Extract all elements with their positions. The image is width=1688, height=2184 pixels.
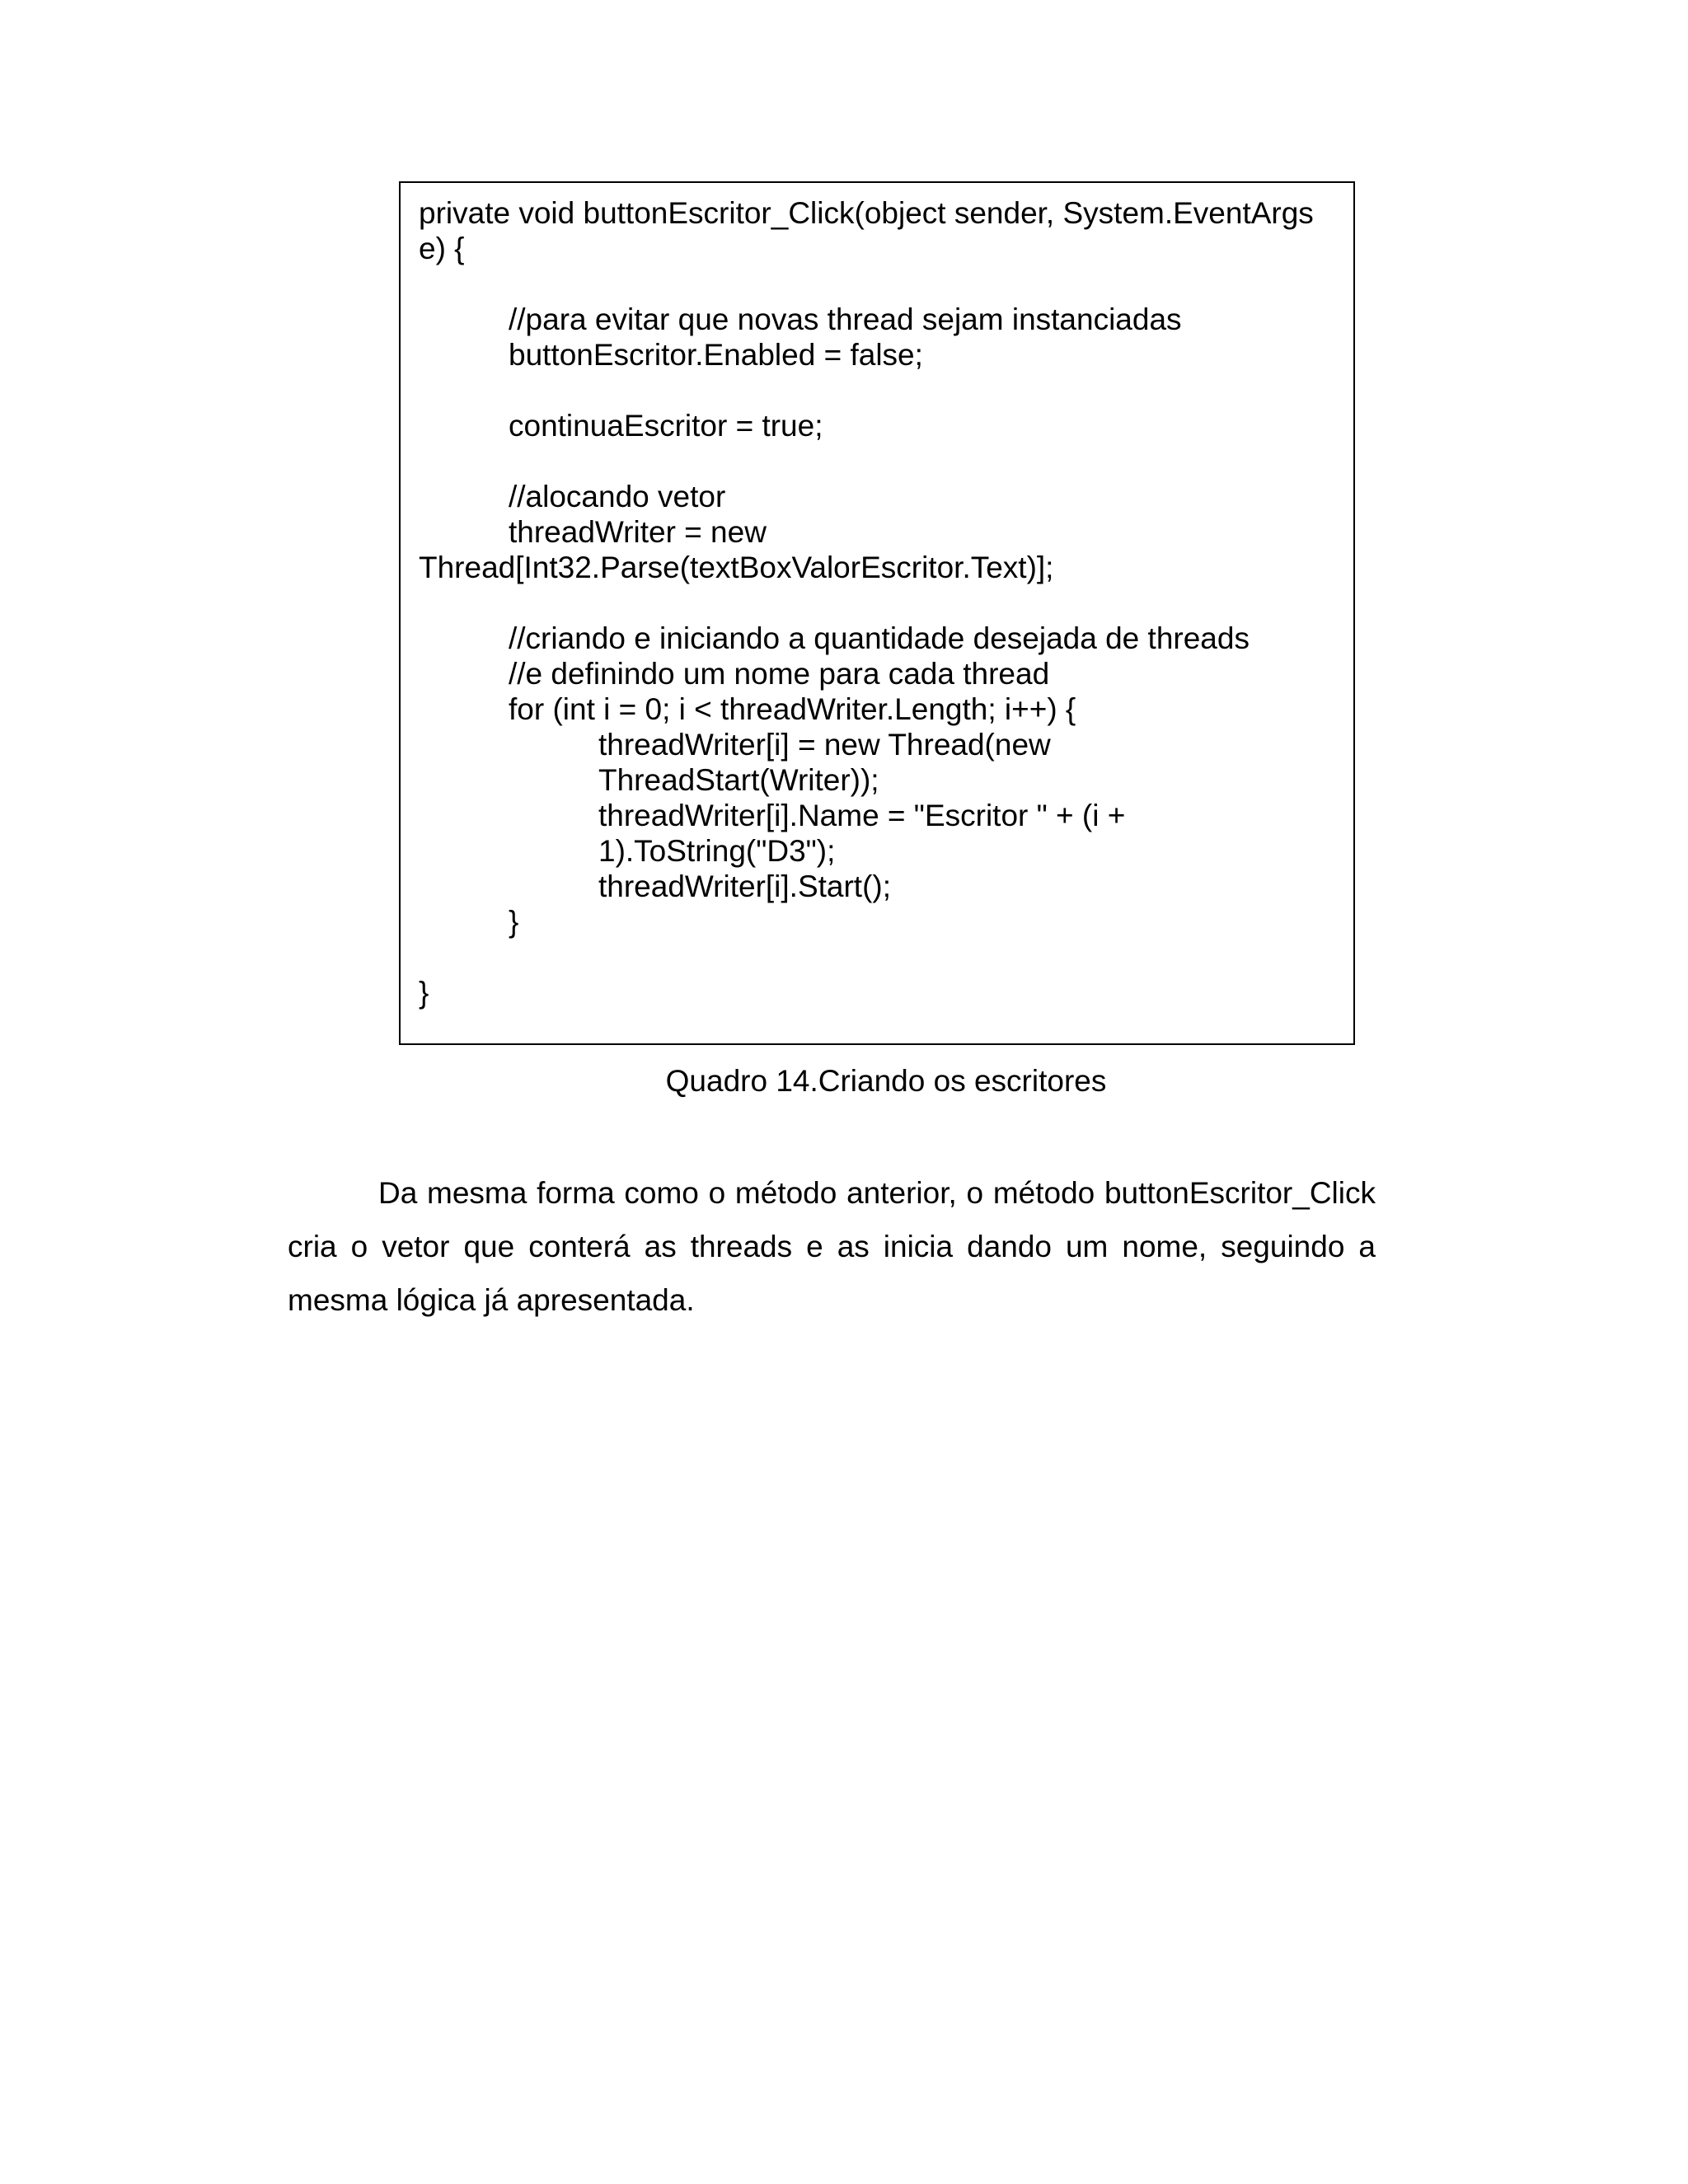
code-line: } [419,976,429,1010]
code-line: //para evitar que novas thread sejam instanciadas [509,302,1182,336]
code-line: ThreadStart(Writer)); [598,763,879,797]
code-line [419,940,1345,975]
code-line: e) { [419,232,465,265]
code-line: buttonEscritor.Enabled = false; [509,338,923,372]
code-line [419,266,1345,302]
code-line: for (int i = 0; i < threadWriter.Length; i++) { [509,692,1076,726]
code-line: threadWriter[i] = new Thread(new [598,728,1051,762]
code-line: //alocando vetor [509,480,726,513]
code-line: //criando e iniciando a quantidade desejada de threads [509,621,1250,655]
code-line: continuaEscritor = true; [509,409,823,443]
code-line: threadWriter = new [509,515,767,549]
code-listing-box [399,181,1355,1045]
body-paragraph [288,1166,1376,1327]
figure-caption: Quadro 14.Criando os escritores [665,1064,1107,1098]
code-line: private void buttonEscritor_Click(object sender, System.EventArgs [419,196,1314,230]
paragraph-text: Da mesma forma como o método anterior, o método buttonEscritor_Click cria o vetor que conterá as threads e as inicia dando um nome, seguindo a mesma lógica já apresentada. [288,1176,1376,1317]
code-line [419,585,1345,621]
code-line: } [509,905,519,939]
code-line [419,443,1345,479]
code-line: threadWriter[i].Start(); [598,869,892,903]
code-lines [419,195,1345,1010]
code-line: threadWriter[i].Name = "Escritor " + (i + [598,799,1126,832]
code-line: Thread[Int32.Parse(textBoxValorEscritor.Text)]; [419,551,1054,584]
code-line: 1).ToString("D3"); [598,834,836,868]
code-line [419,373,1345,408]
code-line: //e definindo um nome para cada thread [509,657,1050,691]
